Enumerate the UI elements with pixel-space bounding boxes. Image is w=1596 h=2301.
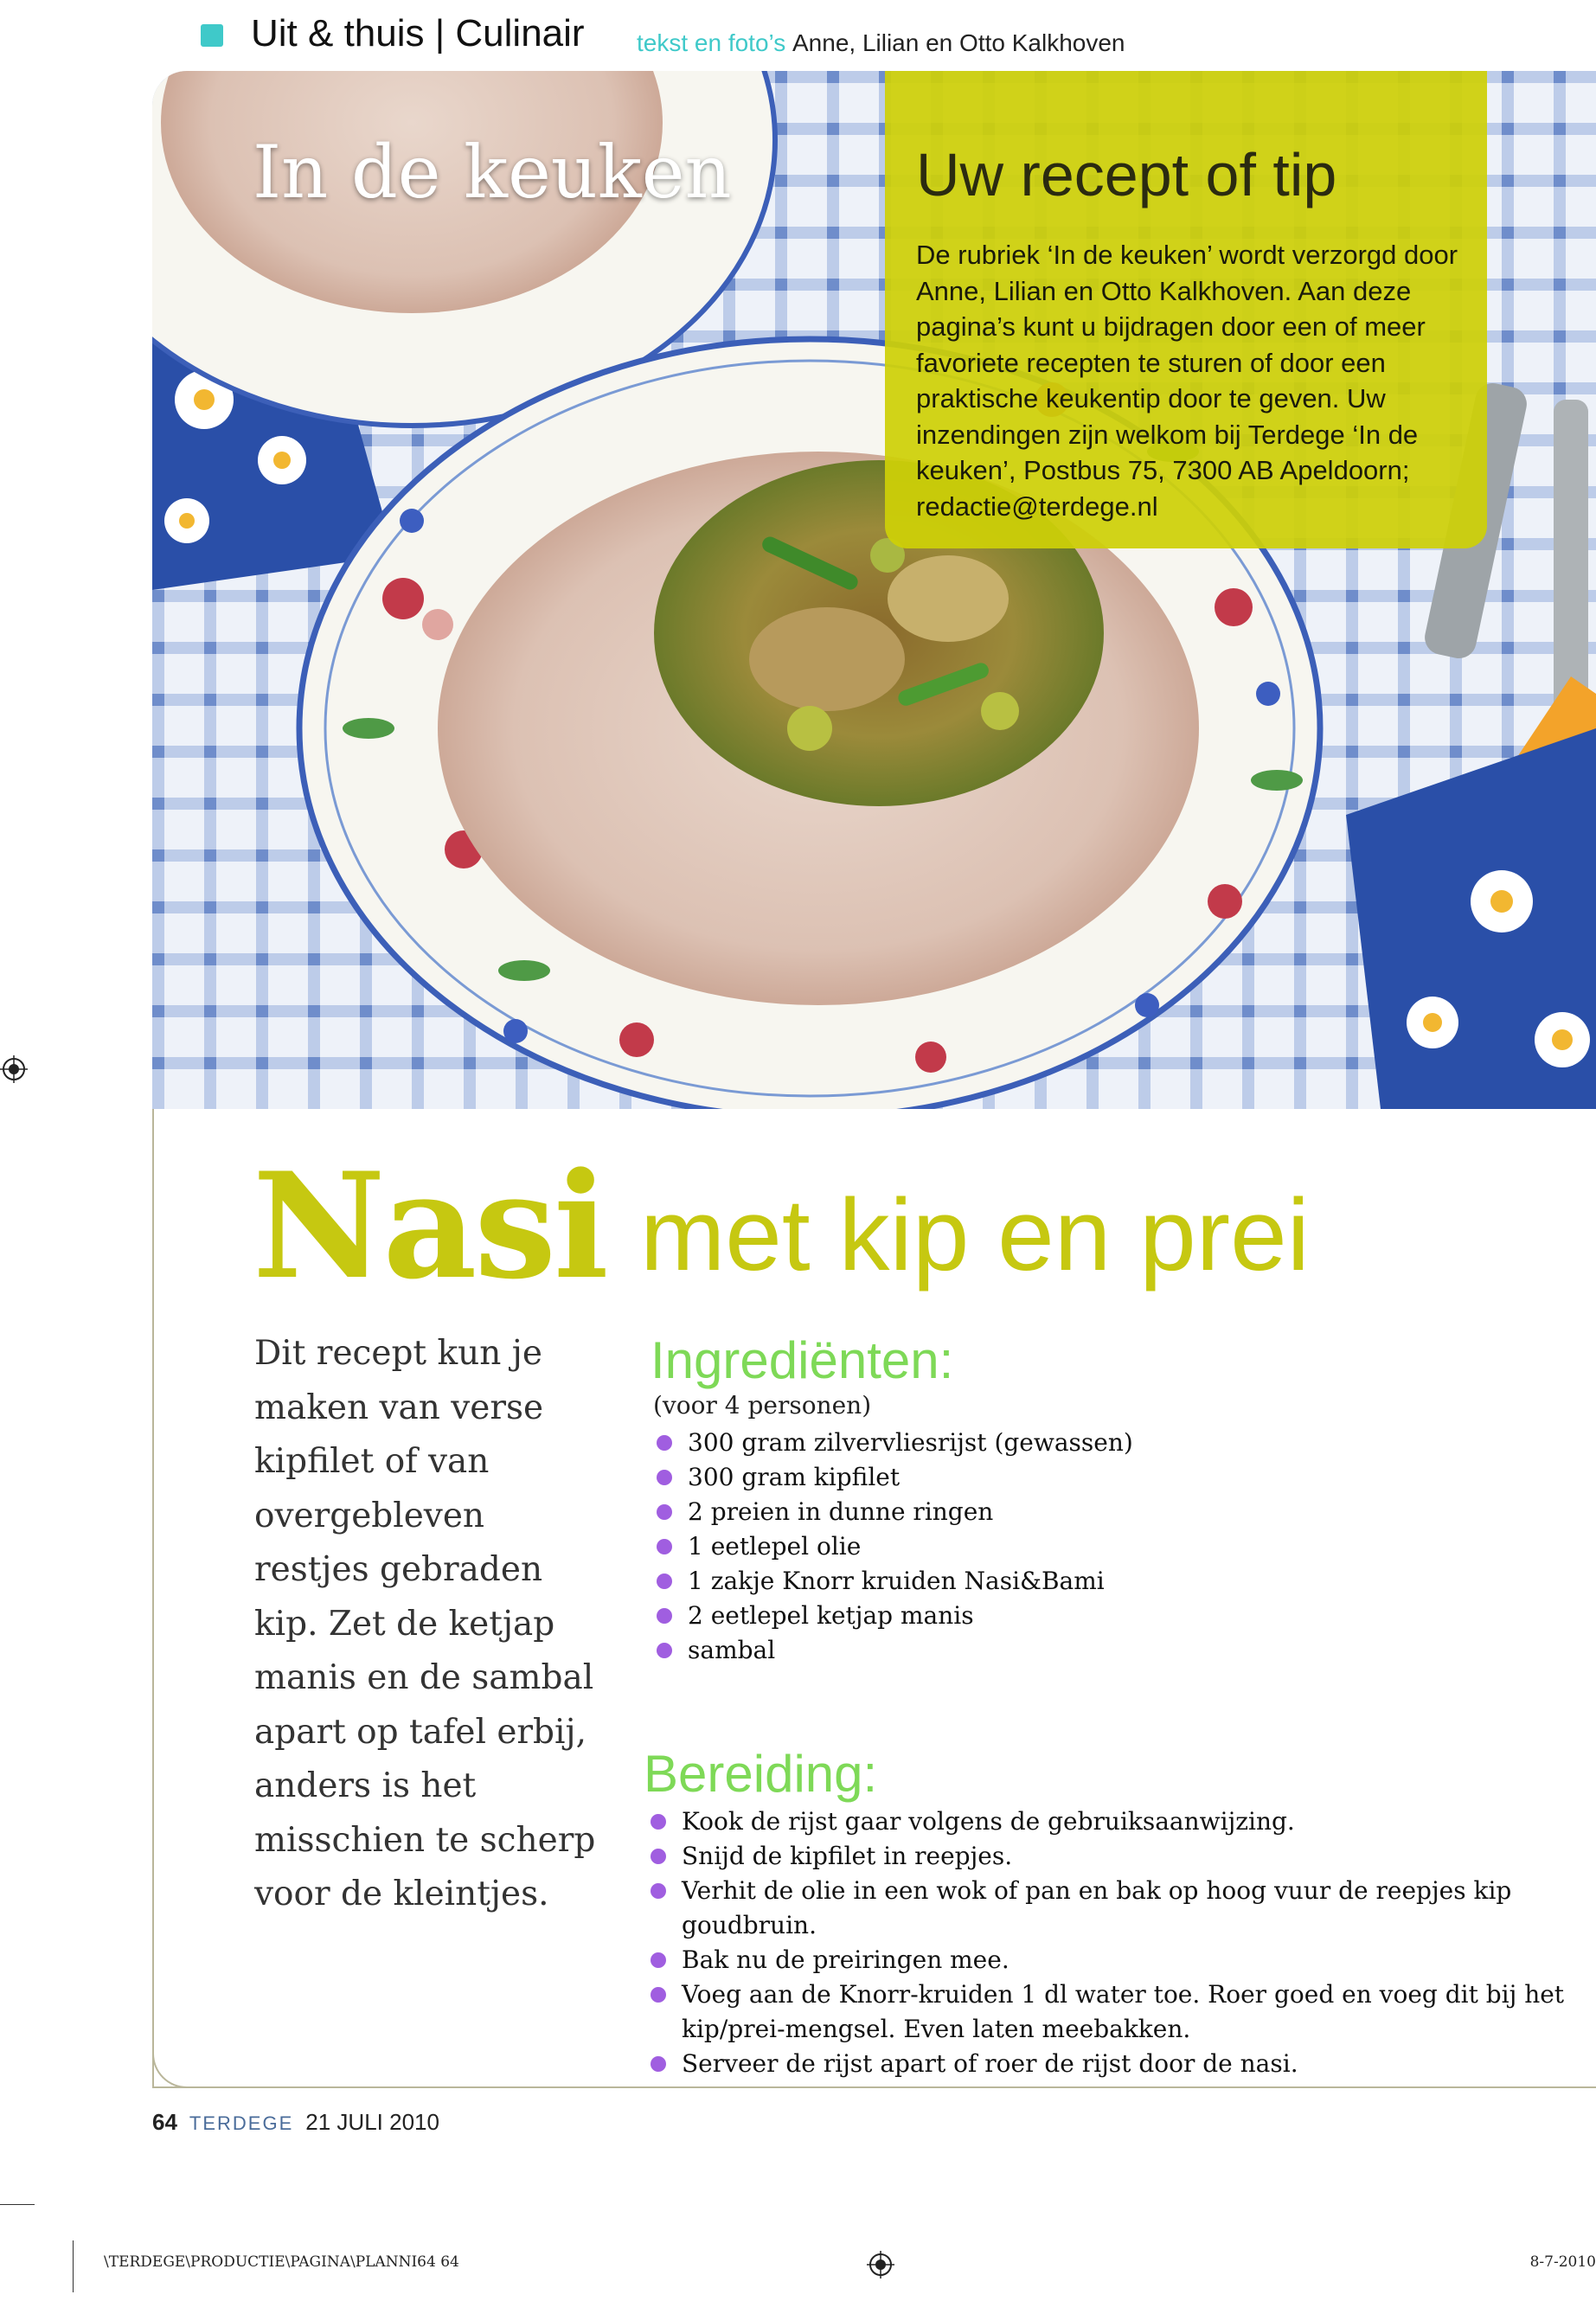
list-item: Voeg aan de Knorr-kruiden 1 dl water toe. Roer goed en voeg dit bij het kip/prei-mengsel. Even laten meebakken.: [649, 1977, 1592, 2047]
submit-recipe-title: Uw recept of tip: [916, 141, 1337, 208]
recipe-title-rest: met kip en prei: [640, 1178, 1310, 1292]
bullet-icon: [651, 1952, 666, 1968]
bullet-icon: [651, 1987, 666, 2003]
ingredients-heading: Ingrediënten:: [651, 1331, 954, 1389]
bullet-icon: [657, 1504, 672, 1520]
preparation-list: [649, 1804, 1592, 2081]
bullet-icon: [657, 1608, 672, 1624]
servings-note: (voor 4 personen): [653, 1391, 872, 1420]
credit-names: Anne, Lilian en Otto Kalkhoven: [792, 29, 1125, 56]
registration-mark-icon: [867, 2251, 894, 2279]
list-item: Verhit de olie in een wok of pan en bak op hoog vuur de reepjes kip goudbruin.: [649, 1874, 1592, 1943]
submit-recipe-box: [885, 71, 1487, 548]
page-number: 64: [152, 2109, 177, 2135]
preparation-heading: Bereiding:: [644, 1745, 878, 1803]
bullet-icon: [657, 1435, 672, 1451]
issue-date: 21 JULI 2010: [305, 2109, 439, 2135]
credit-label: tekst en foto’s: [637, 29, 786, 56]
bullet-icon: [657, 1643, 672, 1658]
bullet-icon: [651, 1849, 666, 1864]
crop-mark: [0, 2204, 35, 2205]
list-item: Kook de rijst gaar volgens de gebruiksaanwijzing.: [649, 1804, 1592, 1839]
ingredients-list: [655, 1426, 1260, 1668]
frame-corner: [152, 2050, 190, 2088]
intro-text: Dit recept kun je maken van verse kipfilet of van overgebleven restjes gebraden kip. Zet de ketjap manis en de sambal apart op tafel erbij, anders is het misschien te scherp voor de kleintjes.: [254, 1334, 596, 1913]
list-item: Bak nu de preiringen mee.: [649, 1943, 1592, 1977]
registration-mark-icon: [0, 1055, 28, 1083]
page-folio: [152, 2109, 439, 2136]
list-item: 2 eetlepel ketjap manis: [655, 1599, 1260, 1633]
column-title: In de keuken: [253, 130, 732, 215]
section-label: Uit & thuis | Culinair: [251, 12, 585, 54]
bullet-icon: [657, 1470, 672, 1485]
magazine-name: TERDEGE: [189, 2112, 294, 2134]
bullet-icon: [651, 1883, 666, 1899]
recipe-title-main: Nasi: [253, 1140, 606, 1311]
list-item: 2 preien in dunne ringen: [655, 1495, 1260, 1529]
print-date-slug: 8-7-2010: [1529, 2253, 1596, 2271]
frame-line-left: [152, 1109, 154, 2086]
section-marker-icon: [201, 24, 223, 47]
list-item: 1 eetlepel olie: [655, 1529, 1260, 1564]
list-item: 1 zakje Knorr kruiden Nasi&Bami: [655, 1564, 1260, 1599]
recipe-intro: [254, 1327, 600, 1922]
list-item: 300 gram zilvervliesrijst (gewassen): [655, 1426, 1260, 1460]
list-item: Snijd de kipfilet in reepjes.: [649, 1839, 1592, 1874]
frame-line-bottom: [152, 2086, 1596, 2088]
bullet-icon: [651, 2056, 666, 2072]
bullet-icon: [651, 1814, 666, 1830]
bullet-icon: [657, 1574, 672, 1589]
submit-recipe-text: De rubriek ‘In de keuken’ wordt verzorgd door Anne, Lilian en Otto Kalkhoven. Aan deze pagina’s kunt u bijdragen door een of meer favoriete recepten te sturen of door een praktische keukentip door te geven. Uw inzendingen zijn welkom bij Terdege ‘In de keuken’, Postbus 75, 7300 AB Apeldoorn; redactie@terdege.nl: [916, 240, 1458, 522]
bullet-icon: [657, 1539, 672, 1554]
list-item: 300 gram kipfilet: [655, 1460, 1260, 1495]
list-item: Serveer de rijst apart of roer de rijst door de nasi.: [649, 2047, 1592, 2081]
list-item: sambal: [655, 1633, 1260, 1668]
file-path-slug: \TERDEGE\PRODUCTIE\PAGINA\PLANNI64 64: [104, 2253, 459, 2271]
crop-mark: [73, 2240, 74, 2292]
